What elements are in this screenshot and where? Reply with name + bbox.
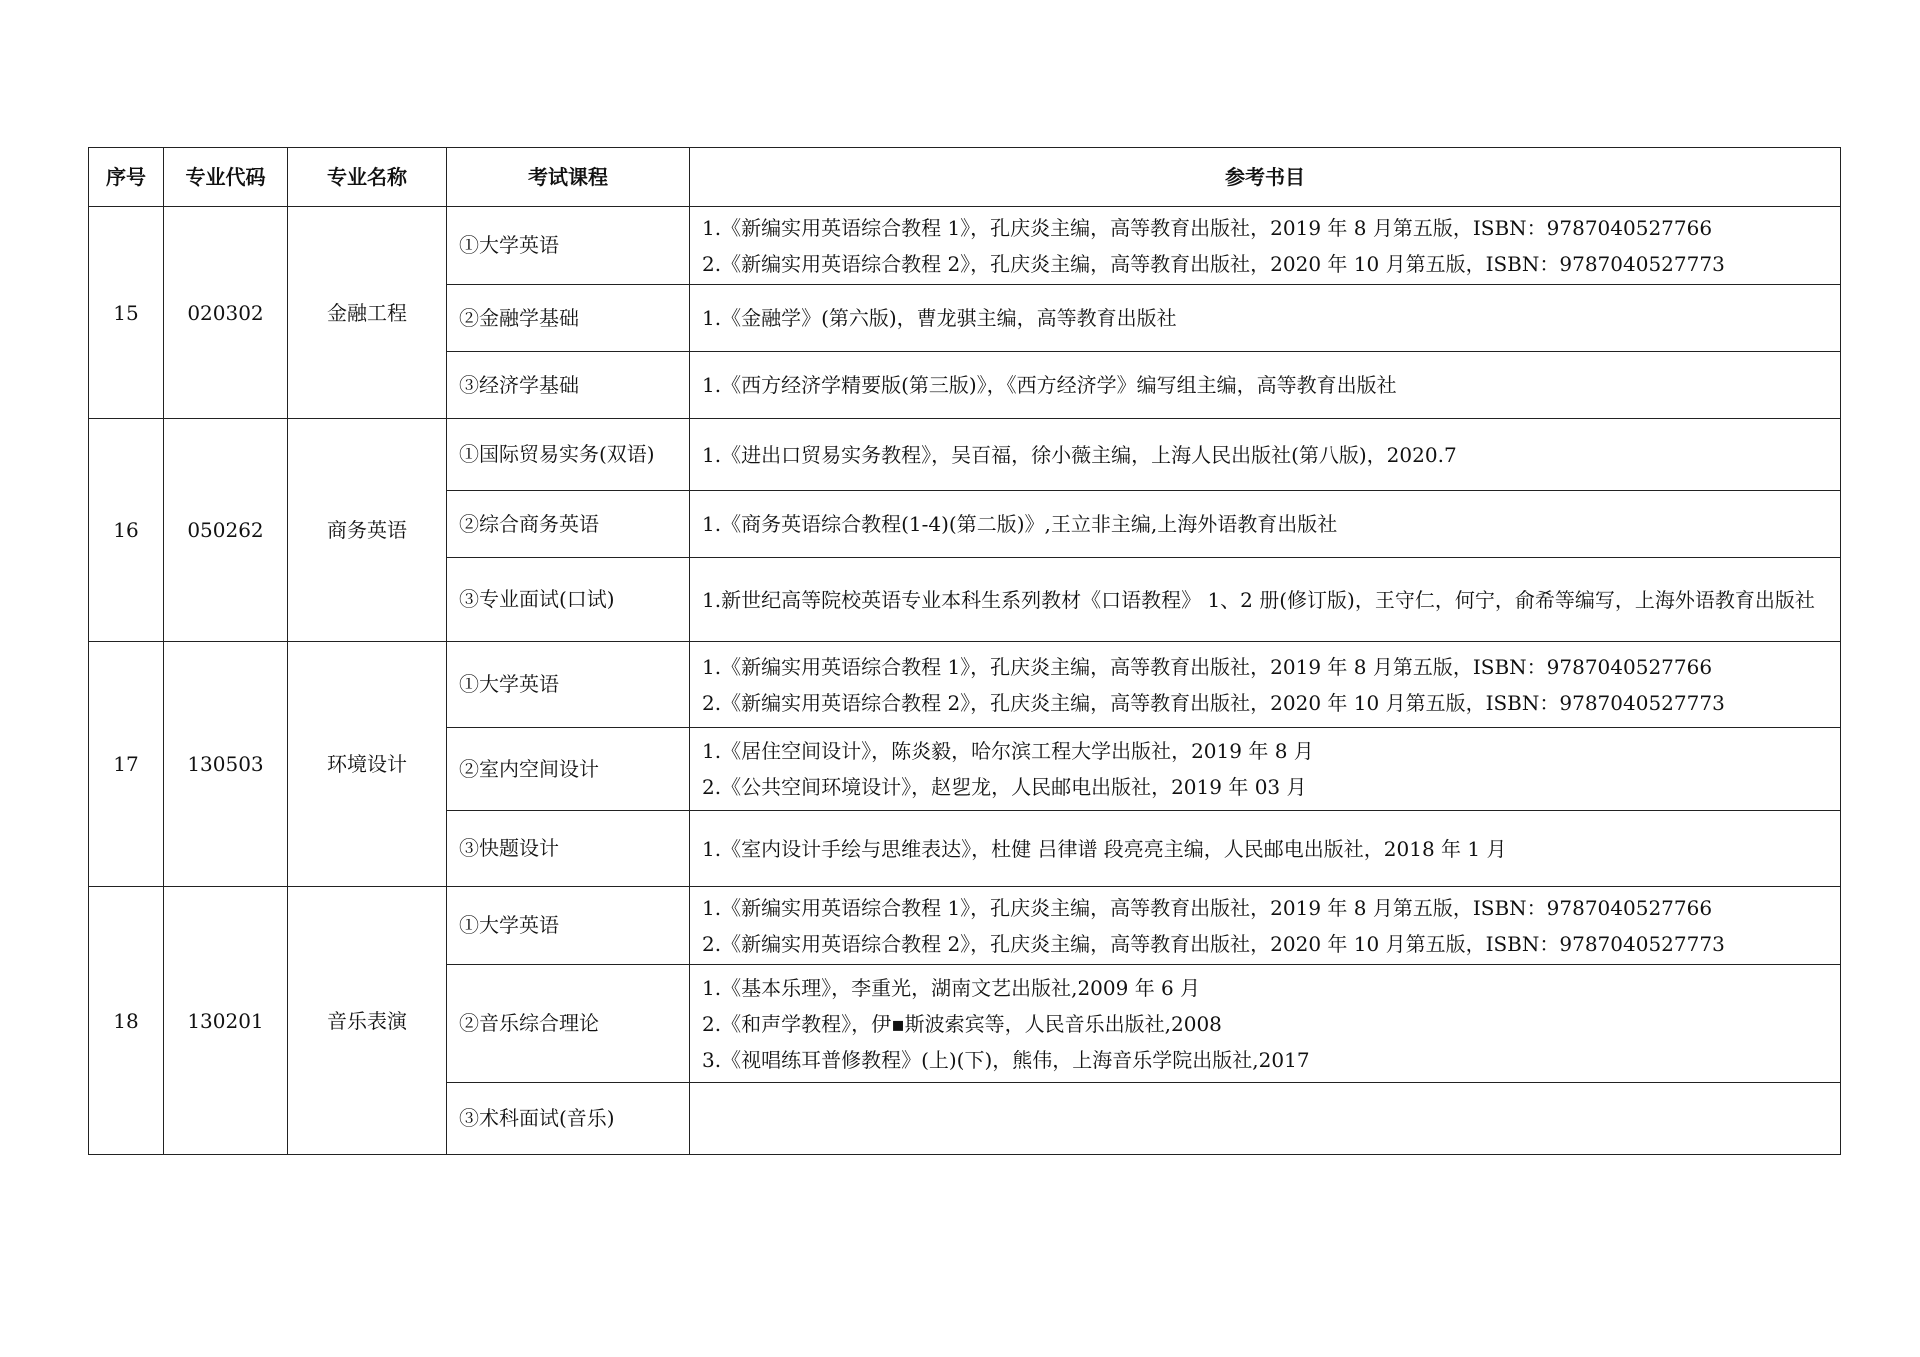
header-course: 考试课程	[447, 148, 690, 207]
books-cell	[690, 965, 1841, 1083]
course-name: ①大学英语	[459, 233, 559, 257]
books-cell	[690, 419, 1841, 491]
books-cell-empty	[690, 1083, 1841, 1155]
book-entry: 2.《和声学教程》，伊▪斯波索宾等，人民音乐出版社,2008	[702, 1011, 1222, 1036]
books-cell	[690, 207, 1841, 285]
course-name: ③术科面试(音乐)	[459, 1106, 615, 1130]
major-name-cell: 音乐表演	[288, 887, 447, 1155]
books-cell	[690, 285, 1841, 352]
book-entry: 2.《新编实用英语综合教程 2》，孔庆炎主编，高等教育出版社，2020 年 10 月第五版，ISBN：9787040527773	[702, 931, 1725, 956]
seq-cell: 18	[89, 887, 164, 1155]
course-cell	[447, 285, 690, 352]
major-name-cell: 环境设计	[288, 642, 447, 887]
course-name: ③经济学基础	[459, 372, 579, 397]
book-entry: 2.《公共空间环境设计》，赵乮龙，人民邮电出版社，2019 年 03 月	[702, 775, 1307, 799]
course-name: ②音乐综合理论	[459, 1011, 599, 1035]
course-cell	[447, 207, 690, 285]
major-code-cell: 130503	[164, 642, 288, 887]
course-name: ①大学英语	[459, 672, 559, 696]
book-entry: 1.《新编实用英语综合教程 1》，孔庆炎主编，高等教育出版社，2019 年 8 月第五版，ISBN：9787040527766	[702, 654, 1713, 679]
major-code-cell: 020302	[164, 207, 288, 419]
seq-cell: 17	[89, 642, 164, 887]
book-entry: 3.《视唱练耳普修教程》(上)(下)，熊伟，上海音乐学院出版社,2017	[702, 1047, 1310, 1072]
major-name-cell: 商务英语	[288, 419, 447, 642]
course-cell	[447, 1083, 690, 1155]
books-cell	[690, 491, 1841, 558]
course-cell	[447, 491, 690, 558]
course-name: ③专业面试(口试)	[459, 587, 615, 611]
book-entry: 2.《新编实用英语综合教程 2》，孔庆炎主编，高等教育出版社，2020 年 10 月第五版，ISBN：9787040527773	[702, 251, 1725, 276]
book-entry: 1.《新编实用英语综合教程 1》，孔庆炎主编，高等教育出版社，2019 年 8 月第五版，ISBN：9787040527766	[702, 215, 1713, 240]
book-entry: 1.新世纪高等院校英语专业本科生系列教材《口语教程》 1、2 册(修订版)，王守仁，何宁，俞希等编写，上海外语教育出版社	[702, 587, 1815, 612]
book-entry: 1.《金融学》(第六版)，曹龙骐主编，高等教育出版社	[702, 306, 1177, 330]
major-code-cell: 130201	[164, 887, 288, 1155]
header-name: 专业名称	[288, 148, 447, 207]
books-cell	[690, 558, 1841, 642]
course-name: ②综合商务英语	[459, 511, 599, 536]
reference-books-table	[88, 147, 1841, 1155]
book-entry: 2.《新编实用英语综合教程 2》，孔庆炎主编，高等教育出版社，2020 年 10 月第五版，ISBN：9787040527773	[702, 690, 1725, 715]
header-books: 参考书目	[690, 148, 1841, 207]
header-code: 专业代码	[164, 148, 288, 207]
table-header-row	[89, 148, 1841, 207]
course-name: ②室内空间设计	[459, 756, 599, 781]
seq-cell: 16	[89, 419, 164, 642]
books-cell	[690, 728, 1841, 811]
book-entry: 1.《西方经济学精要版(第三版)》，《西方经济学》编写组主编，高等教育出版社	[702, 373, 1397, 397]
table-row	[89, 419, 1841, 491]
book-entry: 1.《基本乐理》，李重光，湖南文艺出版社,2009 年 6 月	[702, 975, 1201, 1000]
course-cell	[447, 887, 690, 965]
books-cell	[690, 887, 1841, 965]
book-entry: 1.《居住空间设计》，陈炎毅，哈尔滨工程大学出版社，2019 年 8 月	[702, 739, 1314, 763]
seq-cell: 15	[89, 207, 164, 419]
table-row	[89, 642, 1841, 728]
course-cell	[447, 352, 690, 419]
books-cell	[690, 811, 1841, 887]
course-cell	[447, 419, 690, 491]
course-name: ③快题设计	[459, 836, 559, 860]
course-name: ②金融学基础	[459, 305, 579, 330]
course-cell	[447, 965, 690, 1083]
course-cell	[447, 642, 690, 728]
major-code-cell: 050262	[164, 419, 288, 642]
book-entry: 1.《进出口贸易实务教程》，吴百福，徐小薇主编，上海人民出版社(第八版)，2020.7	[702, 442, 1457, 467]
table-row	[89, 207, 1841, 285]
book-entry: 1.《商务英语综合教程(1-4)(第二版)》,王立非主编,上海外语教育出版社	[702, 512, 1338, 536]
book-entry: 1.《新编实用英语综合教程 1》，孔庆炎主编，高等教育出版社，2019 年 8 月第五版，ISBN：9787040527766	[702, 895, 1713, 920]
books-cell	[690, 642, 1841, 728]
table-row	[89, 887, 1841, 965]
course-cell	[447, 728, 690, 811]
course-cell	[447, 558, 690, 642]
major-name-cell: 金融工程	[288, 207, 447, 419]
course-name: ①国际贸易实务(双语)	[459, 442, 655, 466]
header-seq: 序号	[89, 148, 164, 207]
books-cell	[690, 352, 1841, 419]
course-cell	[447, 811, 690, 887]
book-entry: 1.《室内设计手绘与思维表达》，杜健 吕律谱 段亮亮主编，人民邮电出版社，2018 年 1 月	[702, 836, 1507, 861]
course-name: ①大学英语	[459, 913, 559, 937]
